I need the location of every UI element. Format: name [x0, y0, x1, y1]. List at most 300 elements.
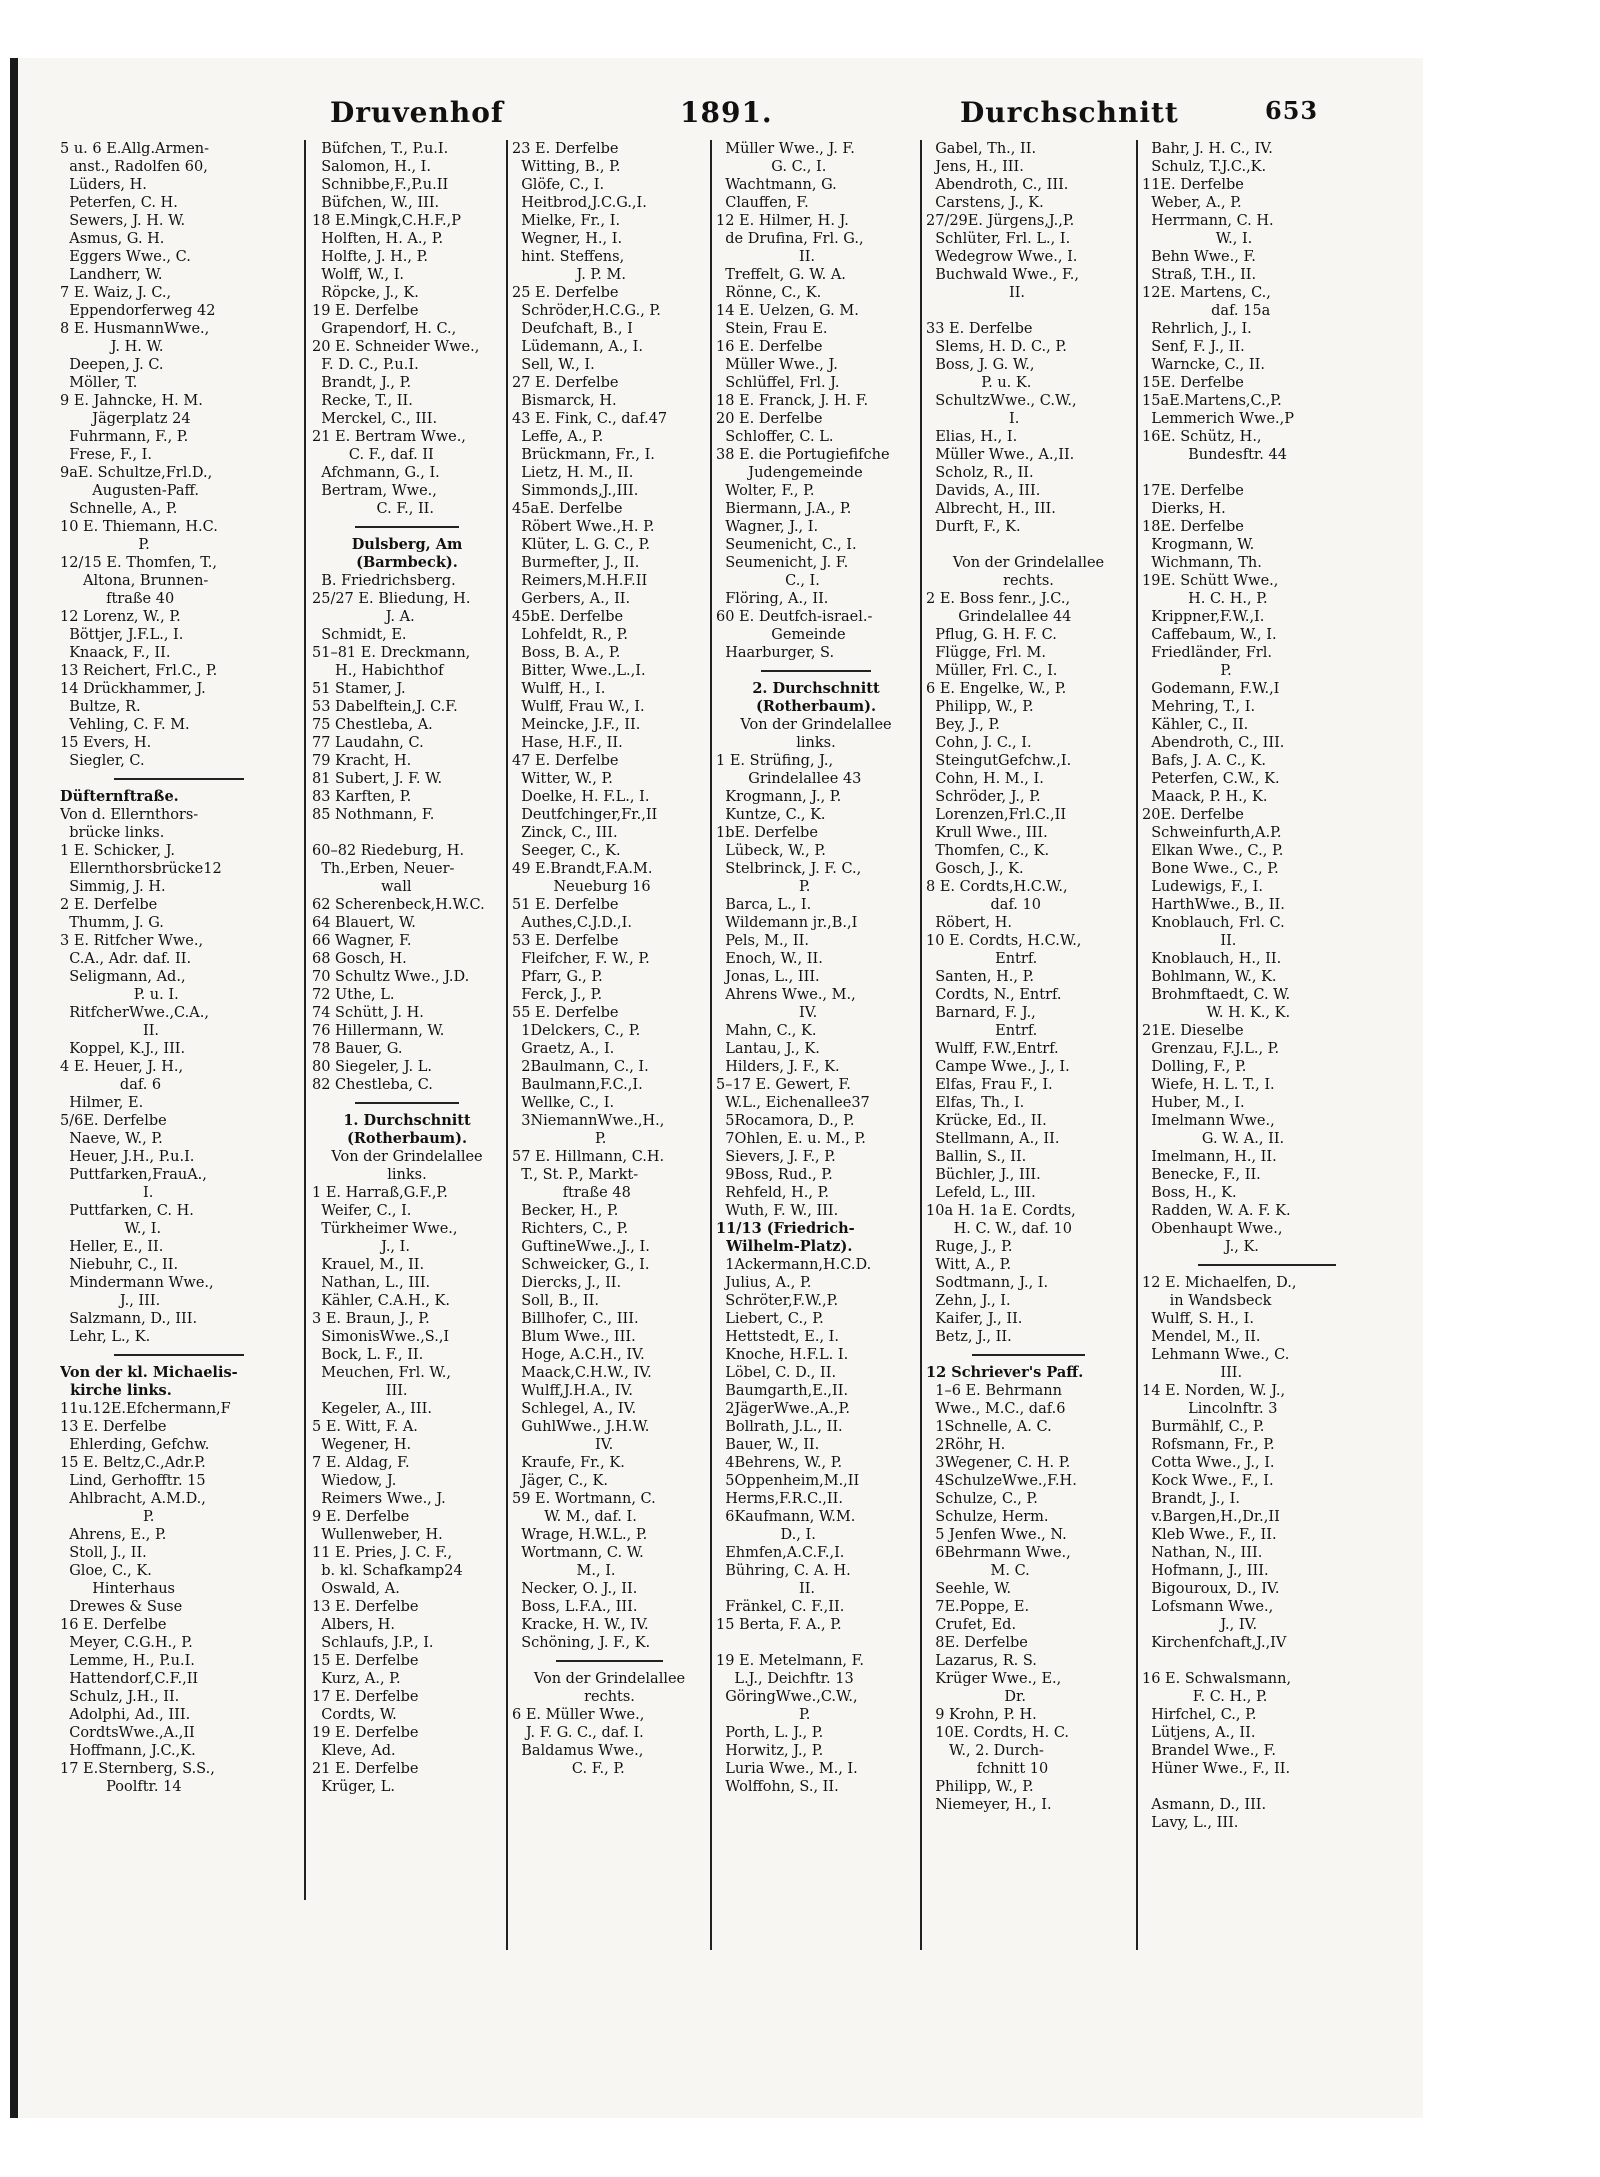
directory-entry: 45bE. Derfelbe	[512, 609, 624, 625]
directory-entry: Fränkel, C. F.,II.	[716, 1599, 845, 1615]
directory-entry: v.Bargen,H.,Dr.,II	[1142, 1509, 1280, 1525]
directory-entry: Mehring, T., I.	[1142, 699, 1256, 715]
directory-entry: P.	[60, 537, 150, 553]
directory-entry: Müller Wwe., J. F.	[716, 141, 855, 157]
directory-entry: Wedegrow Wwe., I.	[926, 249, 1078, 265]
directory-entry: SteingutGefchw.,I.	[926, 753, 1072, 769]
directory-column-1	[60, 140, 298, 2000]
directory-entry: brücke links.	[60, 825, 165, 841]
directory-entry: Drewes & Suse	[60, 1599, 183, 1615]
directory-entry: Reimers Wwe., J.	[312, 1491, 446, 1507]
directory-entry: Wolff, W., I.	[312, 267, 405, 283]
directory-entry: Wortmann, C. W.	[512, 1545, 644, 1561]
directory-entry: C., I.	[716, 573, 820, 589]
section-heading: (Barmbeck).	[356, 554, 458, 571]
directory-entry: Wulff, S. H., I.	[1142, 1311, 1254, 1327]
directory-entry: II.	[926, 285, 1026, 301]
directory-entry: 14 E. Uelzen, G. M.	[716, 303, 859, 319]
directory-entry: Schlaufs, J.P., I.	[312, 1635, 434, 1651]
directory-entry: Bertram, Wwe.,	[312, 483, 437, 499]
directory-entry: Rehrlich, J., I.	[1142, 321, 1252, 337]
directory-entry: C.A., Adr. daf. II.	[60, 951, 192, 967]
directory-entry: Lorenzen,Frl.C.,II	[926, 807, 1067, 823]
directory-entry: Vehling, C. F. M.	[60, 717, 190, 733]
column-divider	[304, 140, 306, 1900]
directory-entry: Mahn, C., K.	[716, 1023, 817, 1039]
column-divider	[710, 140, 712, 1950]
directory-entry: III.	[312, 1383, 408, 1399]
directory-entry: Niebuhr, C., II.	[60, 1257, 179, 1273]
directory-entry: Weifer, C., I.	[312, 1203, 412, 1219]
directory-entry: Schulz, T.J.C.,K.	[1142, 159, 1267, 175]
directory-entry: Ehlerding, Gefchw.	[60, 1437, 210, 1453]
page-header	[320, 96, 1340, 136]
directory-entry: GuftineWwe.,J., I.	[512, 1239, 650, 1255]
directory-entry: 57 E. Hillmann, C.H.	[512, 1149, 665, 1165]
directory-entry: 15 Berta, F. A., P.	[716, 1617, 842, 1633]
directory-entry: 25 E. Derfelbe	[512, 285, 619, 301]
directory-entry: Lemmerich Wwe.,P	[1142, 411, 1295, 427]
directory-entry: P.	[512, 1131, 607, 1147]
directory-entry: Herms,F.R.C.,II.	[716, 1491, 843, 1507]
directory-entry: Heuer, J.H., P.u.I.	[60, 1149, 195, 1165]
section-rule	[355, 1102, 460, 1104]
directory-entry: Bollrath, J.L., II.	[716, 1419, 843, 1435]
directory-entry: Schulze, C., P.	[926, 1491, 1038, 1507]
directory-entry: Oswald, A.	[312, 1581, 400, 1597]
directory-entry: Reimers,M.H.F.II	[512, 573, 648, 589]
directory-entry: 20 E. Schneider Wwe.,	[312, 339, 480, 355]
directory-entry: Rehfeld, H., P.	[716, 1185, 830, 1201]
directory-entry: 64 Blauert, W.	[312, 915, 416, 931]
directory-entry: 19 E. Metelmann, F.	[716, 1653, 865, 1669]
directory-entry: Billhofer, C., III.	[512, 1311, 639, 1327]
directory-entry: Bauer, W., II.	[716, 1437, 820, 1453]
directory-entry: J., IV.	[1142, 1617, 1258, 1633]
directory-entry: Heller, E., II.	[60, 1239, 164, 1255]
directory-entry: W. M., daf. I.	[512, 1509, 637, 1525]
directory-entry: II.	[716, 249, 816, 265]
directory-entry: Lofsmann Wwe.,	[1142, 1599, 1274, 1615]
directory-entry: 15 E. Derfelbe	[312, 1653, 419, 1669]
directory-entry: Grenzau, F.J.L., P.	[1142, 1041, 1280, 1057]
directory-entry: 18E. Derfelbe	[1142, 519, 1244, 535]
directory-entry: Hettstedt, E., I.	[716, 1329, 840, 1345]
section-heading: 2. Durchschnitt	[752, 680, 880, 697]
directory-entry: HarthWwe., B., II.	[1142, 897, 1285, 913]
directory-entry: Betz, J., II.	[926, 1329, 1012, 1345]
directory-entry: 8 E. HusmannWwe.,	[60, 321, 210, 337]
directory-entry: 1Schnelle, A. C.	[926, 1419, 1052, 1435]
directory-entry: Knaack, F., II.	[60, 645, 171, 661]
directory-entry: P.	[716, 1707, 811, 1723]
directory-entry: Grapendorf, H. C.,	[312, 321, 457, 337]
directory-entry: M. C.	[926, 1563, 1030, 1579]
directory-entry: 51–81 E. Dreckmann,	[312, 645, 471, 661]
directory-entry: b. kl. Schafkamp24	[312, 1563, 463, 1579]
directory-entry	[926, 302, 1131, 320]
directory-entry: Fuhrmann, F., P.	[60, 429, 189, 445]
directory-entry: Hüner Wwe., F., II.	[1142, 1761, 1291, 1777]
directory-entry: 11E. Derfelbe	[1142, 177, 1244, 193]
directory-entry: P. u. I.	[60, 987, 179, 1003]
directory-entry: Gosch, J., K.	[926, 861, 1024, 877]
directory-entry: IV.	[716, 1005, 818, 1021]
directory-entry: W., I.	[1142, 231, 1253, 247]
directory-entry: 4SchulzeWwe.,F.H.	[926, 1473, 1077, 1489]
directory-entry: 13 E. Derfelbe	[60, 1419, 167, 1435]
directory-entry: 2JägerWwe.,A.,P.	[716, 1401, 850, 1417]
directory-entry: 15 Evers, H.	[60, 735, 152, 751]
directory-entry: G. W. A., II.	[1142, 1131, 1285, 1147]
directory-entry: P. u. K.	[926, 375, 1032, 391]
directory-entry: W.L., Eichenallee37	[716, 1095, 870, 1111]
directory-entry: Asmann, D., III.	[1142, 1797, 1267, 1813]
directory-entry: 60–82 Riedeburg, H.	[312, 843, 465, 859]
directory-entry: Türkheimer Wwe.,	[312, 1221, 458, 1237]
directory-entry: Salomon, H., I.	[312, 159, 432, 175]
directory-entry: Dr.	[926, 1689, 1026, 1705]
directory-entry: Seumenicht, J. F.	[716, 555, 849, 571]
directory-entry: Behn Wwe., F.	[1142, 249, 1256, 265]
directory-entry: RitfcherWwe.,C.A.,	[60, 1005, 209, 1021]
directory-entry: Wellke, C., I.	[512, 1095, 615, 1111]
directory-entry: Hilmer, E.	[60, 1095, 144, 1111]
directory-entry: Diercks, J., II.	[512, 1275, 622, 1291]
directory-entry: Wiefe, H. L. T., I.	[1142, 1077, 1275, 1093]
directory-entry: Lüders, H.	[60, 177, 147, 193]
directory-entry: W., 2. Durch-	[926, 1743, 1044, 1759]
directory-entry: Hoge, A.C.H., IV.	[512, 1347, 645, 1363]
directory-entry: Merckel, C., III.	[312, 411, 438, 427]
directory-entry: Krücke, Ed., II.	[926, 1113, 1047, 1129]
directory-entry: 7Ohlen, E. u. M., P.	[716, 1131, 866, 1147]
directory-entry: J. P. M.	[512, 267, 626, 283]
directory-entry: Carstens, J., K.	[926, 195, 1044, 211]
directory-entry: I.	[926, 411, 1020, 427]
directory-entry: 16 E. Derfelbe	[60, 1617, 167, 1633]
directory-entry: J. A.	[312, 609, 415, 625]
directory-entry: Pels, M., II.	[716, 933, 809, 949]
directory-entry: II.	[60, 1023, 160, 1039]
directory-entry: in Wandsbeck	[1142, 1293, 1272, 1309]
section-rule	[114, 778, 245, 780]
directory-entry: Wulff, H., I.	[512, 681, 606, 697]
section-heading: (Rotherbaum).	[755, 698, 876, 715]
directory-entry: 3 E. Ritfcher Wwe.,	[60, 933, 204, 949]
directory-entry: Krüger Wwe., E.,	[926, 1671, 1062, 1687]
directory-entry	[716, 1634, 916, 1652]
directory-entry: Salzmann, D., III.	[60, 1311, 198, 1327]
directory-entry: 10E. Cordts, H. C.	[926, 1725, 1070, 1741]
directory-entry: Elkan Wwe., C., P.	[1142, 843, 1284, 859]
directory-entry: Baldamus Wwe.,	[512, 1743, 644, 1759]
directory-entry: Clauffen, F.	[716, 195, 809, 211]
directory-entry: 9 Krohn, P. H.	[926, 1707, 1037, 1723]
directory-entry: Bultze, R.	[60, 699, 141, 715]
directory-entry: Leffe, A., P.	[512, 429, 604, 445]
directory-entry: Kähler, C., II.	[1142, 717, 1249, 733]
directory-entry: Brohmftaedt, C. W.	[1142, 987, 1291, 1003]
directory-entry: 2Baulmann, C., I.	[512, 1059, 649, 1075]
directory-entry: Gemeinde	[716, 627, 846, 643]
directory-entry: 1 E. Harraß,G.F.,P.	[312, 1185, 448, 1201]
directory-entry: Bafs, J. A. C., K.	[1142, 753, 1266, 769]
directory-entry: Schnelle, A., P.	[60, 501, 178, 517]
header-right-keyword: Durchschnitt	[960, 96, 1179, 129]
directory-entry: Meyer, C.G.H., P.	[60, 1635, 193, 1651]
directory-entry: Jägerplatz 24	[60, 411, 191, 427]
directory-entry: Friedländer, Frl.	[1142, 645, 1272, 661]
directory-entry: Schröter,F.W.,P.	[716, 1293, 839, 1309]
directory-entry: 1 E. Schicker, J.	[60, 843, 176, 859]
directory-entry: wall	[312, 879, 412, 895]
directory-entry: Doelke, H. F.L., I.	[512, 789, 650, 805]
directory-entry: Schweinfurth,A.P.	[1142, 825, 1282, 841]
directory-entry: 4Behrens, W., P.	[716, 1455, 843, 1471]
directory-entry: Entrf.	[926, 951, 1038, 967]
directory-entry: Büfchen, T., P.u.I.	[312, 141, 449, 157]
directory-entry: 59 E. Wortmann, C.	[512, 1491, 656, 1507]
section-rule	[1198, 1264, 1336, 1266]
directory-entry: 15E. Derfelbe	[1142, 375, 1244, 391]
directory-entry: 43 E. Fink, C., daf.47	[512, 411, 668, 427]
directory-entry: 5 E. Witt, F. A.	[312, 1419, 418, 1435]
directory-column-3	[512, 140, 707, 2000]
directory-entry	[1142, 1778, 1392, 1796]
directory-entry: Holften, H. A., P.	[312, 231, 444, 247]
directory-entry: 6 E. Müller Wwe.,	[512, 1707, 645, 1723]
directory-entry: GuhlWwe., J.H.W.	[512, 1419, 650, 1435]
directory-entry: 15aE.Martens,C.,P.	[1142, 393, 1282, 409]
directory-entry: Eppendorferweg 42	[60, 303, 216, 319]
directory-entry: rechts.	[1003, 573, 1054, 589]
directory-entry: Hoffmann, J.C.,K.	[60, 1743, 196, 1759]
directory-entry: 49 E.Brandt,F.A.M.	[512, 861, 653, 877]
directory-entry: 51 Stamer, J.	[312, 681, 406, 697]
directory-entry: Durft, F., K.	[926, 519, 1021, 535]
directory-entry: Sievers, J. F., P.	[716, 1149, 836, 1165]
directory-entry: Ehmfen,A.C.F.,I.	[716, 1545, 845, 1561]
section-heading: Dulsberg, Am	[351, 536, 463, 553]
directory-entry: Jonas, L., III.	[716, 969, 820, 985]
directory-entry: CordtsWwe.,A.,II	[60, 1725, 195, 1741]
directory-entry: Meincke, J.F., II.	[512, 717, 641, 733]
directory-entry: 12/15 E. Thomfen, T.,	[60, 555, 217, 571]
directory-entry: Ellernthorsbrücke12	[60, 861, 222, 877]
directory-entry: Witt, A., P.	[926, 1257, 1012, 1273]
directory-entry: Von d. Ellernthors-	[60, 807, 199, 823]
directory-entry: J., III.	[60, 1293, 161, 1309]
directory-entry: Büchler, J., III.	[926, 1167, 1041, 1183]
directory-entry: 9Boss, Rud., P.	[716, 1167, 833, 1183]
directory-entry: Richters, C., P.	[512, 1221, 629, 1237]
directory-entry: 1Ackermann,H.C.D.	[716, 1257, 872, 1273]
directory-entry: H. C. W., daf. 10	[926, 1221, 1072, 1237]
directory-entry: Graetz, A., I.	[512, 1041, 615, 1057]
directory-entry: Baumgarth,E.,II.	[716, 1383, 849, 1399]
directory-entry: Cohn, H. M., I.	[926, 771, 1044, 787]
directory-entry: 7 E. Aldag, F.	[312, 1455, 410, 1471]
directory-entry: 83 Karften, P.	[312, 789, 412, 805]
directory-entry: Cordts, W.	[312, 1707, 397, 1723]
directory-entry: 20 E. Derfelbe	[716, 411, 823, 427]
directory-entry: 78 Bauer, G.	[312, 1041, 403, 1057]
directory-entry: Wulff,J.H.A., IV.	[512, 1383, 634, 1399]
directory-entry: P.	[1142, 663, 1232, 679]
directory-entry: Mindermann Wwe.,	[60, 1275, 214, 1291]
directory-entry: Lübeck, W., P.	[716, 843, 826, 859]
directory-entry: Möller, T.	[60, 375, 138, 391]
directory-entry: Von der Grindelallee	[952, 555, 1105, 571]
directory-entry: Flöring, A., II.	[716, 591, 829, 607]
directory-entry: P.	[716, 879, 811, 895]
directory-entry: Barnard, F. J.,	[926, 1005, 1036, 1021]
directory-entry: Caffebaum, W., I.	[1142, 627, 1277, 643]
directory-entry: 21E. Dieselbe	[1142, 1023, 1244, 1039]
directory-entry: 23 E. Derfelbe	[512, 141, 619, 157]
directory-entry: Slems, H. D. C., P.	[926, 339, 1067, 355]
directory-entry: Crufet, Ed.	[926, 1617, 1017, 1633]
directory-entry: 17E. Derfelbe	[1142, 483, 1244, 499]
directory-entry: 82 Chestleba, C.	[312, 1077, 433, 1093]
directory-entry: Seehle, W.	[926, 1581, 1012, 1597]
directory-entry: Dierks, H.	[1142, 501, 1226, 517]
directory-entry: J. H. W.	[60, 339, 164, 355]
directory-entry: 6 E. Engelke, W., P.	[926, 681, 1067, 697]
directory-entry: Herrmann, C. H.	[1142, 213, 1274, 229]
directory-entry: 14 Drückhammer, J.	[60, 681, 206, 697]
directory-entry: II.	[1142, 933, 1237, 949]
directory-entry: Asmus, G. H.	[60, 231, 165, 247]
directory-entry: M., I.	[512, 1563, 616, 1579]
directory-entry: SimonisWwe.,S.,I	[312, 1329, 450, 1345]
directory-entry	[1142, 464, 1392, 482]
directory-entry: Zehn, J., I.	[926, 1293, 1011, 1309]
directory-entry: 27 E. Derfelbe	[512, 375, 619, 391]
directory-entry: 53 Dabelftein,J. C.F.	[312, 699, 458, 715]
directory-entry: Bitter, Wwe.,L.,I.	[512, 663, 646, 679]
directory-entry: P.	[60, 1509, 155, 1525]
directory-entry: Hattendorf,C.F.,II	[60, 1671, 199, 1687]
directory-entry: Seumenicht, C., I.	[716, 537, 857, 553]
directory-entry: Stoll, J., II.	[60, 1545, 147, 1561]
directory-entry: Kock Wwe., F., I.	[1142, 1473, 1274, 1489]
directory-entry: Brandel Wwe., F.	[1142, 1743, 1277, 1759]
directory-entry: Deufchaft, B., I	[512, 321, 633, 337]
directory-entry: de Drufina, Frl. G.,	[716, 231, 864, 247]
directory-entry: Krogmann, J., P.	[716, 789, 842, 805]
directory-entry: Cordts, N., Entrf.	[926, 987, 1062, 1003]
directory-entry: C. F., daf. II	[312, 447, 434, 463]
directory-entry: ftraße 40	[60, 591, 175, 607]
directory-entry: Campe Wwe., J., I.	[926, 1059, 1070, 1075]
directory-entry: Deutfchinger,Fr.,II	[512, 807, 658, 823]
column-divider	[1136, 140, 1138, 1950]
directory-entry: Röbert, H.	[926, 915, 1012, 931]
directory-entry: Hase, H.F., II.	[512, 735, 623, 751]
column-divider	[920, 140, 922, 1950]
directory-entry: 18 E. Franck, J. H. F.	[716, 393, 869, 409]
directory-entry: Bahr, J. H. C., IV.	[1142, 141, 1273, 157]
directory-entry: Biermann, J.A., P.	[716, 501, 852, 517]
directory-entry: Röbert Wwe.,H. P.	[512, 519, 655, 535]
directory-entry: 21 E. Bertram Wwe.,	[312, 429, 466, 445]
directory-entry: Witter, W., P.	[512, 771, 613, 787]
directory-entry: Schöning, J. F., K.	[512, 1635, 651, 1651]
directory-entry: Glöfe, C., I.	[512, 177, 605, 193]
directory-entry: Stein, Frau E.	[716, 321, 828, 337]
directory-entry: 11 E. Pries, J. C. F.,	[312, 1545, 453, 1561]
directory-entry: 62 Scherenbeck,H.W.C.	[312, 897, 485, 913]
directory-entry: 81 Subert, J. F. W.	[312, 771, 443, 787]
directory-entry: Porth, L. J., P.	[716, 1725, 824, 1741]
directory-entry: Heitbrod,J.C.G.,I.	[512, 195, 647, 211]
directory-entry: Lind, Gerhofftr. 15	[60, 1473, 206, 1489]
directory-entry: 6Behrmann Wwe.,	[926, 1545, 1071, 1561]
directory-entry: Rönne, C., K.	[716, 285, 822, 301]
directory-entry: Fleifcher, F. W., P.	[512, 951, 650, 967]
directory-entry: Bock, L. F., II.	[312, 1347, 424, 1363]
directory-entry: Haarburger, S.	[716, 645, 835, 661]
directory-entry: Baulmann,F.C.,I.	[512, 1077, 643, 1093]
directory-entry: 47 E. Derfelbe	[512, 753, 619, 769]
directory-entry: Cohn, J. C., I.	[926, 735, 1032, 751]
directory-entry: Schröder, J., P.	[926, 789, 1041, 805]
directory-entry: Benecke, F., II.	[1142, 1167, 1261, 1183]
directory-entry: 4 E. Heuer, J. H.,	[60, 1059, 184, 1075]
directory-entry: Deepen, J. C.	[60, 357, 164, 373]
directory-entry: Pflug, G. H. F. C.	[926, 627, 1057, 643]
directory-entry: Lohfeldt, R., P.	[512, 627, 628, 643]
section-heading: 1. Durchschnitt	[343, 1112, 471, 1129]
directory-column-5	[926, 140, 1131, 2000]
directory-entry: Ferck, J., P.	[512, 987, 603, 1003]
directory-entry: Hirfchel, C., P.	[1142, 1707, 1257, 1723]
directory-entry: Krull Wwe., III.	[926, 825, 1048, 841]
directory-entry: Santen, H., P.	[926, 969, 1034, 985]
directory-entry: 85 Nothmann, F.	[312, 807, 435, 823]
directory-entry: 72 Uthe, L.	[312, 987, 395, 1003]
directory-entry: H., Habichthof	[312, 663, 444, 679]
directory-entry: 25/27 E. Bliedung, H.	[312, 591, 471, 607]
directory-entry: D., I.	[716, 1527, 816, 1543]
directory-entry: Weber, A., P.	[1142, 195, 1242, 211]
directory-entry: 1Delckers, C., P.	[512, 1023, 641, 1039]
directory-entry: Wachtmann, G.	[716, 177, 837, 193]
directory-entry: Simmig, J. H.	[60, 879, 166, 895]
directory-entry: Straß, T.H., II.	[1142, 267, 1257, 283]
directory-entry: Kraufe, Fr., K.	[512, 1455, 625, 1471]
directory-entry: Augusten-Paff.	[60, 483, 199, 499]
directory-entry: Necker, O. J., II.	[512, 1581, 638, 1597]
directory-entry: Mendel, M., II.	[1142, 1329, 1261, 1345]
directory-entry: Koppel, K.J., III.	[60, 1041, 186, 1057]
directory-entry: Stellmann, A., II.	[926, 1131, 1060, 1147]
directory-entry: F. C. H., P.	[1142, 1689, 1268, 1705]
directory-entry: 12 E. Michaelfen, D.,	[1142, 1275, 1297, 1291]
directory-entry: Wolter, F., P.	[716, 483, 815, 499]
directory-entry: 3NiemannWwe.,H.,	[512, 1113, 665, 1129]
directory-entry: Wegener, H.	[312, 1437, 412, 1453]
directory-entry: 13 E. Derfelbe	[312, 1599, 419, 1615]
directory-entry: 3 E. Braun, J., P.	[312, 1311, 430, 1327]
directory-entry: 8E. Derfelbe	[926, 1635, 1028, 1651]
directory-entry: Th.,Erben, Neuer-	[312, 861, 455, 877]
directory-entry: 8 E. Cordts,H.C.W.,	[926, 879, 1068, 895]
directory-entry: Wulff, Frau W., I.	[512, 699, 645, 715]
directory-entry: Senf, F. J., II.	[1142, 339, 1245, 355]
